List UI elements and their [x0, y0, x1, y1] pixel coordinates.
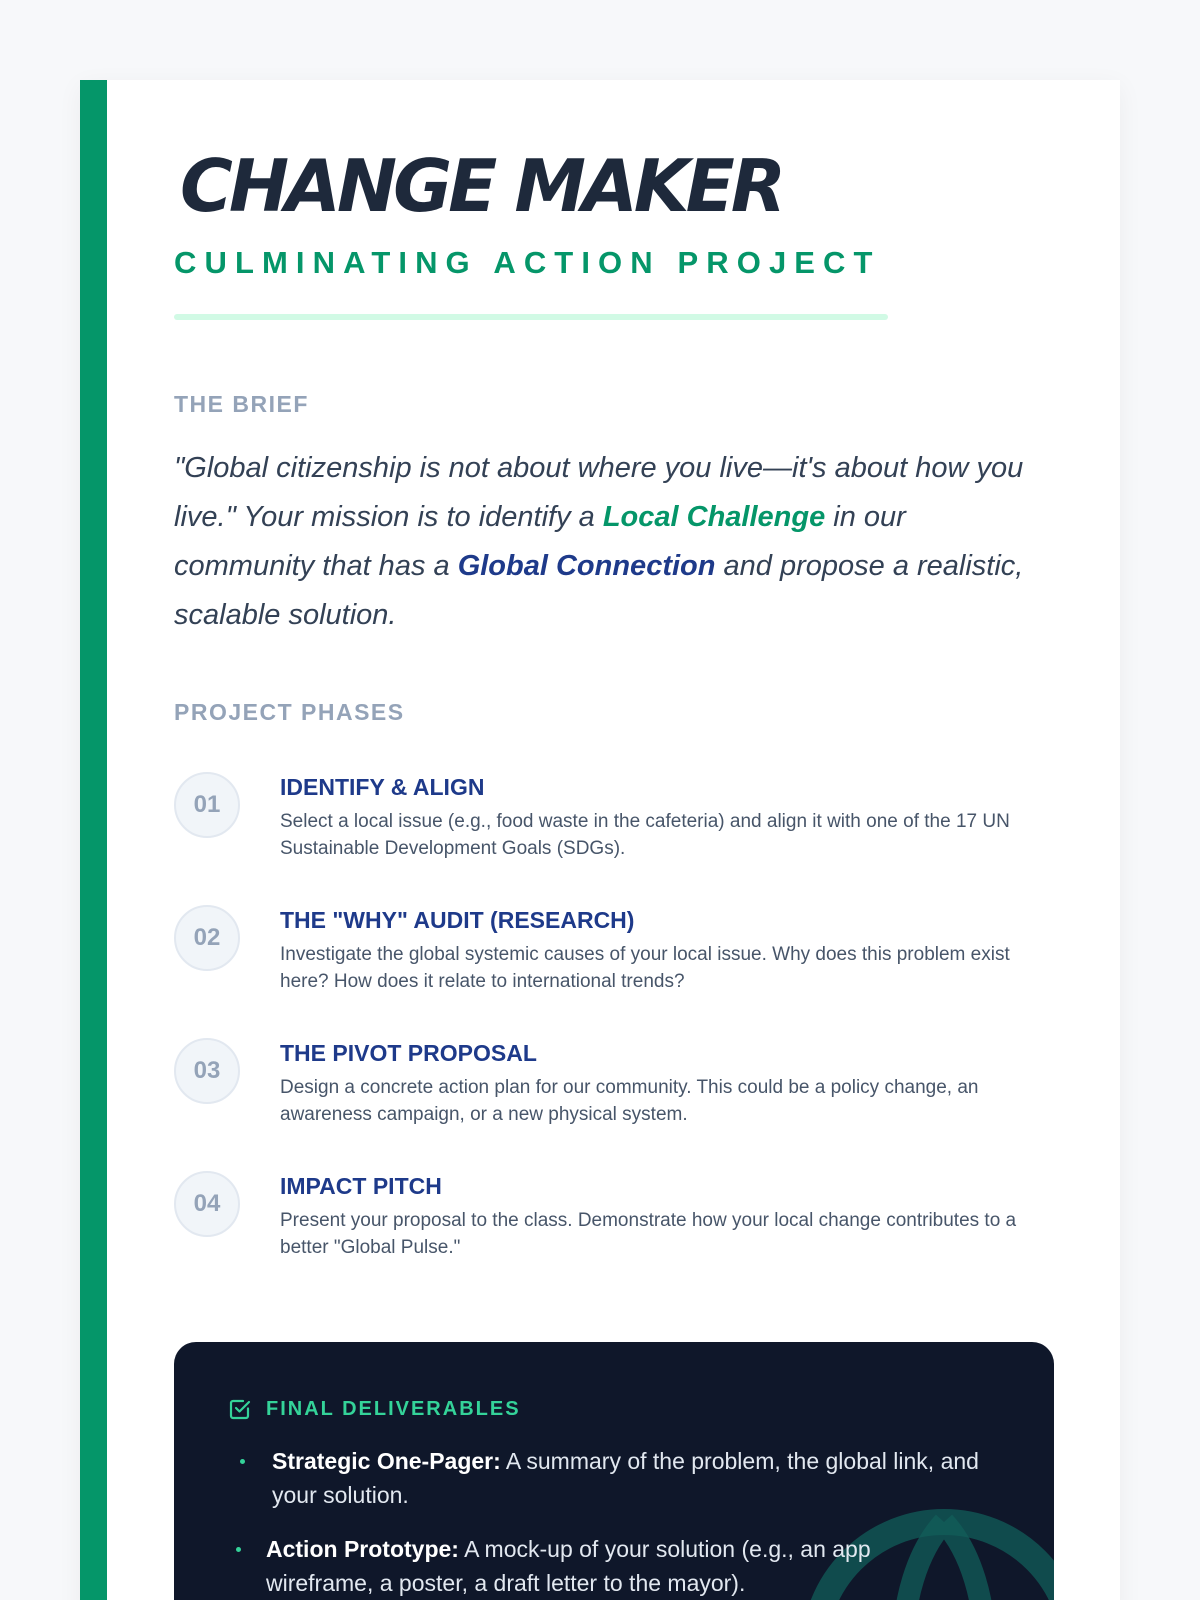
- phase-number-badge: 02: [174, 905, 240, 971]
- brief-label: THE BRIEF: [174, 391, 309, 417]
- phase-title: THE "WHY" AUDIT (RESEARCH): [280, 907, 635, 933]
- phase-title: IMPACT PITCH: [280, 1173, 442, 1199]
- deliverable-text: A mock-up of your solution (e.g., an app wireframe, a poster, a draft letter to the mayor).: [266, 1536, 871, 1596]
- phase-item: [174, 1038, 1054, 1148]
- title-divider: [174, 314, 888, 320]
- project-card: [80, 80, 1120, 1600]
- phase-description: Present your proposal to the class. Demonstrate how your local change contributes to a better "Global Pulse.": [280, 1210, 1017, 1258]
- phase-number-badge: 01: [174, 772, 240, 838]
- bullet-icon: [240, 1459, 245, 1464]
- phase-title: IDENTIFY & ALIGN: [280, 774, 485, 800]
- deliverables-title: FINAL DELIVERABLES: [266, 1397, 521, 1420]
- brief-text-start: "Global citizenship is not about where you live—it's about how you live." Your mission is to identify a: [174, 452, 1024, 533]
- phases-label: PROJECT PHASES: [174, 699, 405, 725]
- bullet-icon: [236, 1547, 241, 1552]
- phase-description: Select a local issue (e.g., food waste in the cafeteria) and align it with one of the 17 UN Sustainable Development Goals (SDGs).: [280, 811, 1010, 859]
- phase-number-badge: 03: [174, 1038, 240, 1104]
- checkbox-icon: [228, 1397, 252, 1421]
- deliverables-panel: [174, 1342, 1054, 1600]
- phase-title: THE PIVOT PROPOSAL: [280, 1040, 537, 1066]
- brief-highlight-global: Global Connection: [457, 550, 716, 582]
- brief-text-end: and propose a realistic, scalable solution.: [174, 550, 1024, 631]
- deliverables-list: [174, 1444, 1054, 1600]
- deliverable-label: Strategic One-Pager:: [272, 1448, 501, 1474]
- page-title: CHANGE MAKER: [180, 144, 783, 228]
- brief-text-middle: in our community that has a: [174, 501, 906, 582]
- deliverable-text: A summary of the problem, the global link, and your solution.: [272, 1448, 979, 1508]
- list-item: [174, 1444, 992, 1512]
- deliverable-label: Action Prototype:: [266, 1536, 459, 1562]
- phase-description: Design a concrete action plan for our community. This could be a policy change, an awareness campaign, or a new physical system.: [280, 1077, 979, 1125]
- phase-item: [174, 1171, 1054, 1281]
- phase-item: [174, 772, 1054, 882]
- list-item: [174, 1532, 966, 1600]
- phase-number-badge: 04: [174, 1171, 240, 1237]
- brief-text: [174, 444, 1054, 640]
- page-subtitle: CULMINATING ACTION PROJECT: [174, 245, 881, 280]
- brief-highlight-local: Local Challenge: [602, 501, 826, 533]
- accent-bar: [80, 80, 107, 1600]
- deliverables-header: [228, 1396, 521, 1422]
- phase-description: Investigate the global systemic causes of your local issue. Why does this problem exist here? How does it relate to international trends?: [280, 944, 1010, 992]
- phase-item: [174, 905, 1054, 1015]
